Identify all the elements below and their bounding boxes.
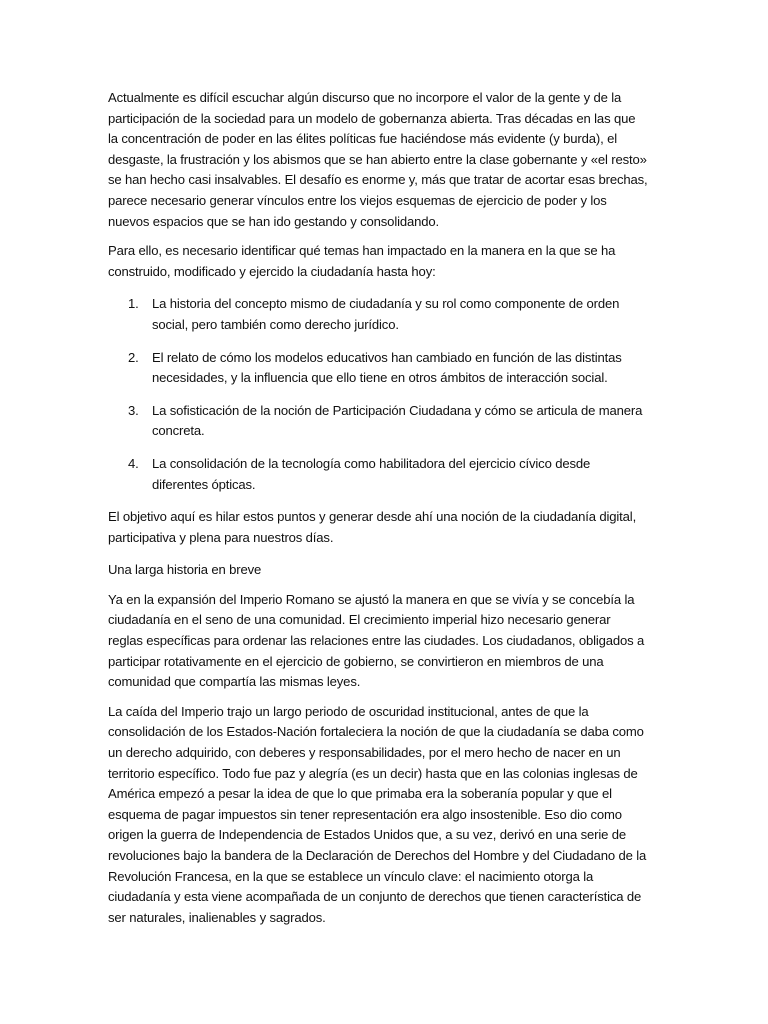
section-heading: Una larga historia en breve — [108, 562, 262, 578]
paragraph-roman-empire: Ya en la expansión del Imperio Romano se ajustó la manera en que se vivía y se concebía la ciudadanía en el seno de una comunidad. El crecimiento imperial hizo necesario generar reglas específicas para ordenar las relaciones entre las ciudades. Los ciudadanos, obligados a participar rotativamente en el ejercicio de gobierno, se convirtieron en miembros de una comunidad que compartía las mismas leyes. — [108, 591, 645, 690]
list-item — [108, 348, 648, 389]
paragraph-objective: El objetivo aquí es hilar estos puntos y generar desde ahí una noción de la ciudadanía digital, participativa y plena para nuestros días. — [108, 509, 637, 545]
themes-list — [108, 294, 648, 495]
list-item-number: 2. — [128, 349, 139, 365]
paragraph-nation-states: La caída del Imperio trajo un largo periodo de oscuridad institucional, antes de que la consolidación de los Estados-Nación fortaleciera la noción de que la ciudadanía se daba como un derecho adquirido, con deberes y responsabilidades, por el mero hecho de nacer en un territorio específico. Todo fue paz y alegría (es un decir) hasta que en las colonias inglesas de América empezó a pesar la idea de que lo que primaba era la soberanía popular y que el esquema de pagar impuestos sin tener representación era algo insostenible. Eso dio como origen la guerra de Independencia de Estados Unidos que, a su vez, derivó en una serie de revoluciones bajo la bandera de la Declaración de Derechos del Hombre y del Ciudadano de la Revolución Francesa, en la que se establece un vínculo clave: el nacimiento otorga la ciudadanía y esta viene acompañada de un conjunto de derechos que tienen característica de ser naturales, inalienables y sagrados. — [108, 703, 647, 925]
list-item-number: 3. — [128, 402, 139, 418]
paragraph-themes-intro: Para ello, es necesario identificar qué temas han impactado en la manera en la que se ha construido, modificado y ejercido la ciudadanía hasta hoy: — [108, 243, 616, 279]
list-item-text: El relato de cómo los modelos educativos han cambiado en función de las distintas necesidades, y la influencia que ello tiene en otros ámbitos de interacción social. — [152, 349, 622, 386]
list-item-text: La consolidación de la tecnología como habilitadora del ejercicio cívico desde diferentes ópticas. — [152, 455, 591, 492]
list-item-number: 1. — [128, 296, 139, 312]
list-item — [108, 294, 648, 335]
list-item-text: La historia del concepto mismo de ciudadanía y su rol como componente de orden social, pero también como derecho jurídico. — [152, 296, 620, 332]
list-item — [108, 401, 648, 442]
paragraph-intro: Actualmente es difícil escuchar algún discurso que no incorpore el valor de la gente y de la participación de la sociedad para un modelo de gobernanza abierta. Tras décadas en las que la concentración de poder en las élites políticas fue haciéndose más evidente (y burda), el desgaste, la frustración y los abismos que se han abierto entre la clase gobernante y «el resto» se han hecho casi insalvables. El desafío es enorme y, más que tratar de acortar esas brechas, parece necesario generar vínculos entre los viejos esquemas de ejercicio de poder y los nuevos espacios que se han ido gestando y consolidando. — [108, 90, 648, 229]
document-page — [108, 88, 648, 937]
list-item-number: 4. — [128, 455, 139, 471]
list-item-text: La sofisticación de la noción de Participación Ciudadana y cómo se articula de manera concreta. — [152, 402, 643, 439]
list-item — [108, 454, 648, 495]
